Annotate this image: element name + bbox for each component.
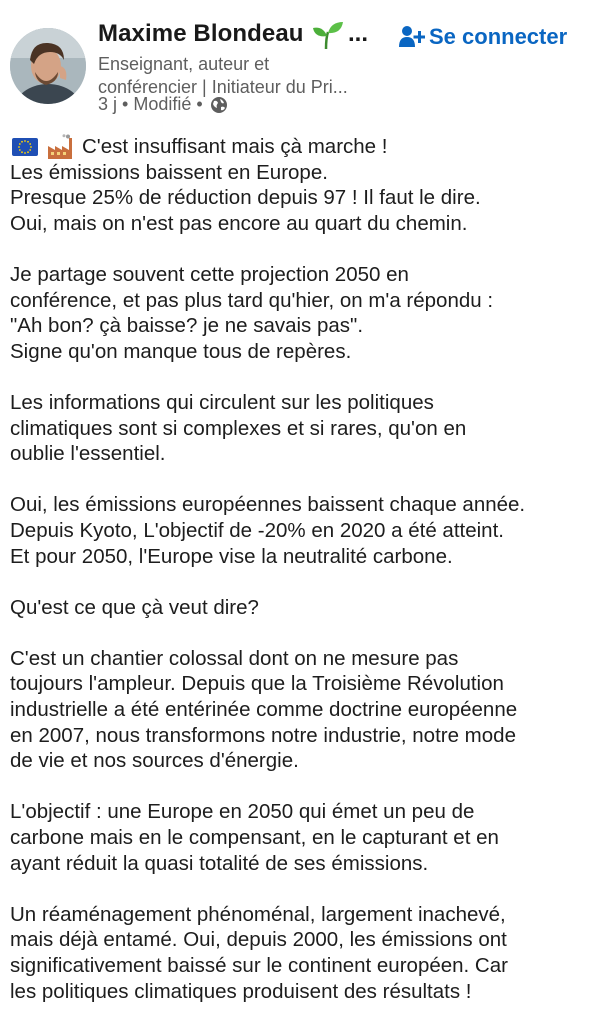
post-line: de vie et nos sources d'énergie. — [10, 749, 299, 773]
post-line: toujours l'ampleur. Depuis que la Troisième Révolution — [10, 672, 504, 696]
paragraph-gap — [10, 774, 595, 800]
post-line: les politiques climatiques produisent des résultats ! — [10, 979, 472, 1003]
author-name[interactable]: Maxime Blondeau — [98, 20, 304, 47]
paragraph-gap — [10, 620, 595, 646]
post-line: Les informations qui circulent sur les politiques — [10, 390, 434, 414]
name-ellipsis: ... — [348, 20, 369, 47]
post-line: "Ah bon? çà baisse? je ne savais pas". — [10, 314, 364, 338]
eu-flag-icon — [12, 138, 38, 156]
post-line: L'objectif : une Europe en 2050 qui émet un peu de — [10, 800, 475, 824]
connect-button[interactable] — [399, 22, 567, 52]
headline-line: conférencier | Initiateur du Pri... — [98, 77, 348, 97]
connect-label: Se connecter — [429, 24, 568, 49]
post-line: oublie l'essentiel. — [10, 442, 166, 466]
post-line: significativement baissé sur le continent européen. Car — [10, 954, 508, 977]
post-line-text: C'est insuffisant mais çà marche ! — [82, 135, 388, 158]
globe-icon — [210, 96, 228, 114]
author-headline — [98, 53, 398, 99]
paragraph-gap — [10, 467, 595, 493]
factory-icon — [46, 134, 74, 160]
post-line: Je partage souvent cette projection 2050 en — [10, 262, 409, 286]
headline-line: Enseignant, auteur et — [98, 54, 270, 74]
post-line — [10, 134, 595, 160]
paragraph-gap — [10, 876, 595, 902]
paragraph-gap — [10, 569, 595, 595]
post-line: climatiques sont si complexes et si rares, qu'on en — [10, 416, 467, 440]
post-line: Un réaménagement phénoménal, largement inachevé, — [10, 902, 506, 926]
meta-separator: • — [196, 94, 203, 114]
post-text — [10, 134, 595, 1004]
paragraph-gap — [10, 364, 595, 390]
post-line: carbone mais en le compensant, en le capturant et en — [10, 826, 499, 850]
sprout-icon — [311, 20, 345, 50]
edited-label: Modifié — [133, 94, 192, 114]
post-header — [0, 0, 600, 125]
post-line: Oui, les émissions européennes baissent chaque année. — [10, 493, 526, 517]
meta-separator: • — [122, 94, 129, 114]
post-line: Qu'est ce que çà veut dire? — [10, 595, 259, 619]
post-line: en 2007, nous transformons notre industrie, notre mode — [10, 723, 516, 747]
avatar[interactable] — [10, 28, 86, 104]
post-line: Oui, mais on n'est pas encore au quart du chemin. — [10, 211, 468, 235]
post-line: ayant réduit la quasi totalité de ses émissions. — [10, 851, 429, 875]
post-line: C'est un chantier colossal dont on ne mesure pas — [10, 646, 459, 670]
post-meta — [98, 94, 228, 115]
post-line: Depuis Kyoto, L'objectif de -20% en 2020 a été atteint. — [10, 518, 504, 542]
person-add-icon — [399, 25, 425, 49]
post-line: Presque 25% de réduction depuis 97 ! Il faut le dire. — [10, 186, 481, 210]
post-line: industrielle a été entérinée comme doctrine européenne — [10, 698, 518, 722]
post-time: 3 j — [98, 94, 118, 114]
post-line: conférence, et pas plus tard qu'hier, on m'a répondu : — [10, 288, 494, 312]
paragraph-gap — [10, 236, 595, 262]
post-line: Les émissions baissent en Europe. — [10, 160, 328, 184]
post-line: Signe qu'on manque tous de repères. — [10, 339, 352, 363]
post-line: Et pour 2050, l'Europe vise la neutralité carbone. — [10, 544, 453, 568]
post-line: mais déjà entamé. Oui, depuis 2000, les émissions ont — [10, 928, 507, 952]
